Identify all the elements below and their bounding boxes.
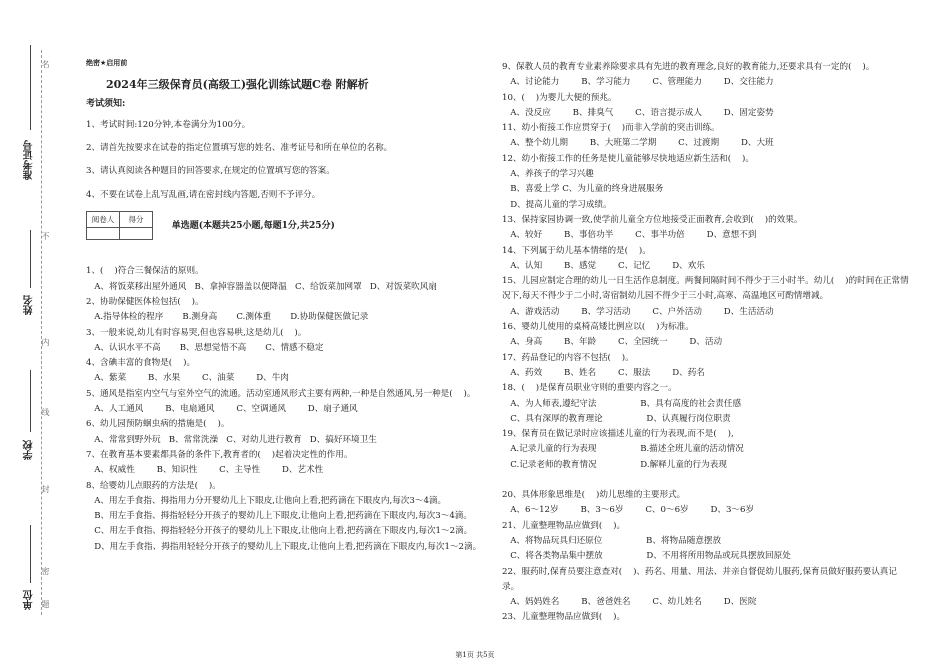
- answer-options: B、喜爱上学 C、为儿童的终身进展服务: [502, 184, 664, 195]
- answer-options: C.记录老师的教育情况 D.解释儿童的行为表现: [502, 459, 727, 470]
- answer-options: A.指导体检的程序 B.测身高 C.测体重 D.协助保健医做记录: [86, 312, 369, 323]
- answer-options: A、6～12岁 B、3～6岁 C、0～6岁 D、3～6岁: [502, 505, 755, 516]
- answer-options: A、没反应 B、排臭气 C、语言提示成人 D、固定姿势: [502, 107, 774, 118]
- seal-char: 密: [41, 567, 50, 575]
- answer-options: A、人工通风 B、电扇通风 C、空调通风 D、扇子通风: [86, 404, 358, 415]
- notice-item: 1、考试时间:120分钟,本卷满分为100分。: [86, 119, 251, 130]
- seal-char: 不: [41, 232, 50, 240]
- school-field[interactable]: [30, 370, 31, 432]
- seal-char: 题: [41, 600, 50, 608]
- question-line: 13、保持家园协调一致,使学前儿童全方位地接受正面教育,会收到( )的效果。: [502, 214, 803, 225]
- school-label: 学校: [24, 440, 35, 460]
- question-line: 11、幼小衔接工作应贯穿于( )而非入学前的突击训练。: [502, 123, 720, 134]
- question-line: 22、服药时,保育员要注意查对( )、药名、用量、用法、并亲自督促幼儿服药,保育员做好服药要认真记录。: [502, 566, 897, 592]
- exam-notice: [86, 97, 496, 203]
- question-line: 1、( )符合三餐保洁的原则。: [86, 266, 204, 277]
- right-column: [502, 60, 912, 626]
- exam-number-label: 准考证号: [24, 140, 35, 180]
- exam-number-field[interactable]: [30, 45, 31, 130]
- question-line: 5、通风是指室内空气与室外空气的流通。活动室通风形式主要有两种,一种是自然通风,另一种是( )。: [86, 388, 476, 399]
- answer-options: A、身高 B、年龄 C、全园统一 D、活动: [502, 337, 723, 348]
- question-line: 18、( )是保育员职业守则的重要内容之一。: [502, 383, 677, 394]
- answer-options: A、用左手食指、拇指用力分开婴幼儿上下眼皮,让他向上看,把药滴在下眼皮内,每次3～4滴。: [86, 495, 447, 506]
- unit-label: 单位: [24, 590, 35, 610]
- left-column: [86, 56, 496, 555]
- answer-options: A、认识水平不高 B、思想觉悟不高 C、情感不稳定: [86, 342, 324, 353]
- answer-options: A、讨论能力 B、学习能力 C、管理能力 D、交往能力: [502, 77, 774, 88]
- answer-options: A.记录儿童的行为表现 B.描述全班儿童的活动情况: [502, 444, 744, 455]
- question-line: 3、一般来说,幼儿有时容易哭,但也容易哄,这是幼儿( )。: [86, 327, 307, 338]
- notice-item: 4、不要在试卷上乱写乱画,请在密封线内答题,否则不予评分。: [86, 189, 321, 200]
- answer-options: B、用左手食指、拇指轻轻分开孩子的婴幼儿上下眼皮,让他向上看,把药滴在下眼皮内,每次3～4滴。: [86, 511, 472, 522]
- score-table-score: 得分: [120, 212, 153, 228]
- right-question-list: [502, 60, 912, 626]
- question-line: [502, 473, 912, 488]
- question-line: 4、含碘丰富的食物是( )。: [86, 358, 196, 369]
- seal-line: [41, 50, 42, 615]
- seal-char: 线: [41, 408, 50, 416]
- answer-options: A、为人师表,遵纪守法 B、具有高度的社会责任感: [502, 398, 742, 409]
- page-footer: 第1页 共5页: [455, 651, 495, 659]
- seal-char: 封: [41, 485, 50, 493]
- answer-options: A、较好 B、事倍功半 C、事半功倍 D、意想不到: [502, 230, 757, 241]
- question-line: 6、幼儿园预防蛔虫病的措施是( )。: [86, 419, 230, 430]
- question-line: 7、在教育基本要素都具备的条件下,教育者的( )起着决定性的作用。: [86, 449, 353, 460]
- answer-options: A、紫菜 B、水果 C、油菜 D、牛肉: [86, 373, 289, 384]
- answer-options: A、妈妈姓名 B、爸爸姓名 C、幼儿姓名 D、医院: [502, 597, 757, 608]
- score-table-reviewer: 阅卷人: [87, 212, 120, 228]
- score-cell[interactable]: [120, 228, 153, 240]
- question-line: 2、协助保健医体检包括( )。: [86, 296, 204, 307]
- question-line: 23、儿童整理物品应做到( )。: [502, 612, 626, 623]
- secret-mark: 绝密★启用前: [86, 59, 128, 67]
- name-field[interactable]: [30, 230, 31, 288]
- answer-options: A、认知 B、感觉 C、记忆 D、欢乐: [502, 260, 705, 271]
- answer-options: A、权威性 B、知识性 C、主导性 D、艺术性: [86, 465, 324, 476]
- notice-item: 2、请首先按要求在试卷的指定位置填写您的姓名、准考证号和所在单位的名称。: [86, 143, 393, 154]
- left-question-list: [86, 264, 496, 555]
- section-title: 单选题(本题共25小题,每题1分,共25分): [171, 221, 335, 232]
- question-line: 9、保教人员的教育专业素养除要求具有先进的教育理念,良好的教育能力,还要求具有一定的( )。: [502, 62, 875, 72]
- binding-margin: [0, 0, 60, 671]
- unit-field[interactable]: [30, 525, 31, 583]
- section-header: [86, 211, 496, 240]
- seal-char: 内: [41, 338, 50, 346]
- answer-options: C、用左手食指、拇指轻轻分开孩子的婴幼儿上下眼皮,让他向上看,把药滴在下眼皮内,每次1～2滴。: [86, 526, 473, 537]
- answer-options: A、药效 B、姓名 C、服法 D、药名: [502, 367, 705, 378]
- answer-options: A、游戏活动 B、学习活动 C、户外活动 D、生活活动: [502, 306, 774, 317]
- notice-heading: 考试须知:: [86, 98, 126, 109]
- answer-options: C、具有深厚的教育理论 D、认真履行岗位职责: [502, 413, 731, 424]
- question-line: 8、给婴幼儿点眼药的方法是( )。: [86, 480, 221, 491]
- question-line: 15、儿园应制定合理的幼儿一日生活作息制度。两餐间隔时间不得少于三小时半。幼儿( )的时间在正常情况下,每天不得少于二小时,寄宿制幼儿园不得少于三小时,高寒、高温地区可酌情增减。: [502, 276, 909, 302]
- question-line: 10、( )为婴儿大便的预兆。: [502, 92, 617, 103]
- answer-options: A、常常到野外玩 B、常常洗澡 C、对幼儿进行教育 D、搞好环境卫生: [86, 434, 377, 445]
- reviewer-cell[interactable]: [87, 228, 120, 240]
- answer-options: A、将物品玩具归还原位 B、将物品随意摆放: [502, 535, 722, 546]
- score-table: [86, 211, 153, 240]
- notice-item: 3、请认真阅读各种题目的回答要求,在规定的位置填写您的答案。: [86, 166, 335, 177]
- question-line: 19、保育员在做记录时应该描述儿童的行为表现,而不是( ),: [502, 429, 734, 440]
- question-line: 14、下列属于幼儿基本情绪的是( )。: [502, 245, 651, 256]
- answer-options: D、用左手食指、拇指用轻轻分开孩子的婴幼儿上下眼皮,让他向上看,把药滴在下眼皮内,每次1～2滴。: [86, 541, 482, 552]
- answer-options: A、养孩子的学习兴趣: [502, 169, 594, 180]
- question-line: 17、药品登记的内容不包括( )。: [502, 352, 634, 363]
- question-line: 16、婴幼儿使用的桌椅高矮比例应以( )为标准。: [502, 322, 694, 333]
- answer-options: A、将饭菜移出屋外通风 B、拿掉容器盖以便降温 C、给饭菜加网罩 D、对饭菜吹风扇: [86, 281, 437, 292]
- answer-options: C、将各类物品集中摆放 D、不用将所用物品或玩具摆放回原处: [502, 551, 791, 562]
- question-line: 21、儿童整理物品应做到( )。: [502, 520, 626, 531]
- question-line: 20、具体形象思维是( )幼儿思维的主要形式。: [502, 490, 686, 501]
- answer-options: A、整个幼儿期 B、大班第二学期 C、过渡期 D、大班: [502, 138, 774, 149]
- name-label: 姓名: [24, 295, 35, 315]
- page-title: 2024年三级保育员(高级工)强化训练试题C卷 附解析: [106, 78, 369, 92]
- answer-options: D、提高儿童的学习成绩。: [502, 199, 612, 210]
- question-line: 12、幼小衔接工作的任务是使儿童能够尽快地适应新生活和( )。: [502, 153, 755, 164]
- seal-char: 名: [41, 60, 50, 68]
